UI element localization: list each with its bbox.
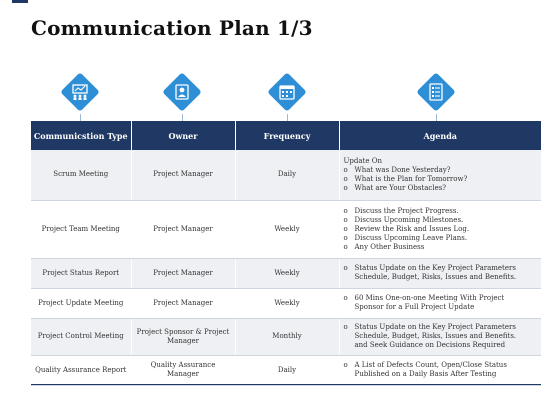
agenda-text: Discuss Upcoming Leave Plans. [354, 233, 468, 242]
agenda-bullet: o [343, 215, 348, 224]
checklist-icon [414, 70, 458, 114]
cell-agenda [339, 288, 541, 318]
communication-plan-table [31, 121, 541, 386]
cell-owner: Project Manager [131, 258, 235, 288]
cell-agenda [339, 258, 541, 288]
agenda-text: Status Update on the Key Project Parameters [354, 264, 516, 272]
calendar-icon [265, 70, 309, 114]
bottom-rule [31, 384, 541, 385]
agenda-text: Sponsor for a Full Project Update [354, 303, 475, 311]
cell-agenda [339, 150, 541, 200]
agenda-text: What are Your Obstacles? [354, 183, 447, 192]
agenda-text: Discuss Upcoming Milestones. [354, 215, 464, 224]
agenda-bullet: o [343, 361, 348, 369]
agenda-bullet: o [343, 174, 348, 183]
agenda-bullet: o [343, 323, 348, 331]
col-header-owner: Owner [131, 121, 235, 150]
cell-type: Project Update Meeting [31, 288, 131, 318]
person-icon [160, 70, 204, 114]
table-row [31, 200, 541, 258]
col-header-type: Communicstion Type [31, 121, 131, 150]
agenda-text: Status Update on the Key Project Parameters [354, 323, 516, 331]
cell-frequency: Weekly [235, 258, 339, 288]
table-row [31, 258, 541, 288]
agenda-line [344, 175, 539, 184]
agenda-text: Update On [343, 156, 382, 165]
top-accent-bar [12, 0, 28, 3]
cell-owner: Project Manager [131, 150, 235, 200]
table-row [31, 288, 541, 318]
agenda-line [344, 323, 539, 332]
cell-type: Scrum Meeting [31, 150, 131, 200]
agenda-bullet: o [343, 264, 348, 272]
header-icons-row [0, 70, 560, 120]
agenda-text: A List of Defects Count, Open/Close Status [354, 361, 507, 369]
table-row [31, 355, 541, 385]
agenda-line [344, 361, 539, 370]
agenda-bullet: o [343, 242, 348, 251]
cell-owner: Project Manager [131, 200, 235, 258]
agenda-text: 60 Mins One-on-one Meeting With Project [354, 294, 505, 302]
cell-type: Project Status Report [31, 258, 131, 288]
cell-owner: Quality Assurance Manager [131, 355, 235, 385]
agenda-text: Review the Risk and Issues Log. [354, 224, 470, 233]
agenda-bullet: o [343, 224, 348, 233]
col-header-agenda: Agenda [339, 121, 541, 150]
cell-agenda [339, 355, 541, 385]
agenda-bullet: o [343, 165, 348, 174]
agenda-text: Published on a Daily Basis After Testing [354, 370, 497, 378]
agenda-text: Discuss the Project Progress. [354, 206, 459, 215]
table-row [31, 150, 541, 200]
cell-frequency: Weekly [235, 200, 339, 258]
agenda-bullet: o [343, 294, 348, 302]
meeting-board-icon [58, 70, 102, 114]
cell-type: Project Control Meeting [31, 318, 131, 355]
cell-frequency: Weekly [235, 288, 339, 318]
agenda-text: Schedule, Budget, Risks, Issues and Benefits. [354, 332, 517, 340]
table-header-row [31, 121, 541, 150]
agenda-line [344, 234, 539, 243]
agenda-line [344, 370, 539, 379]
agenda-text: Schedule, Budget, Risks, Issues and Benefits. [354, 273, 517, 281]
cell-agenda [339, 318, 541, 355]
agenda-line [344, 216, 539, 225]
cell-type: Project Team Meeting [31, 200, 131, 258]
agenda-line [344, 207, 539, 216]
cell-agenda [339, 200, 541, 258]
agenda-line [344, 294, 539, 303]
agenda-line [344, 303, 539, 312]
agenda-line [344, 341, 539, 350]
agenda-line [344, 273, 539, 282]
agenda-line [344, 225, 539, 234]
agenda-text: What is the Plan for Tomorrow? [354, 174, 468, 183]
agenda-line [344, 332, 539, 341]
agenda-bullet: o [343, 206, 348, 215]
cell-frequency: Daily [235, 355, 339, 385]
col-header-frequency: Frequency [235, 121, 339, 150]
agenda-line [344, 166, 539, 175]
cell-type: Quality Assurance Report [31, 355, 131, 385]
agenda-line [344, 184, 539, 193]
agenda-text: What was Done Yesterday? [354, 165, 451, 174]
cell-owner: Project Manager [131, 288, 235, 318]
table-row [31, 318, 541, 355]
agenda-bullet: o [343, 183, 348, 192]
agenda-line [344, 264, 539, 273]
agenda-bullet: o [343, 233, 348, 242]
cell-frequency: Daily [235, 150, 339, 200]
agenda-line [344, 243, 539, 252]
agenda-text: Any Other Business [354, 242, 425, 251]
cell-frequency: Monthly [235, 318, 339, 355]
page-title: Communication Plan 1/3 [31, 16, 313, 40]
cell-owner: Project Sponsor & Project Manager [131, 318, 235, 355]
agenda-line [344, 157, 539, 166]
agenda-text: and Seek Guidance on Decisions Required [354, 341, 506, 349]
